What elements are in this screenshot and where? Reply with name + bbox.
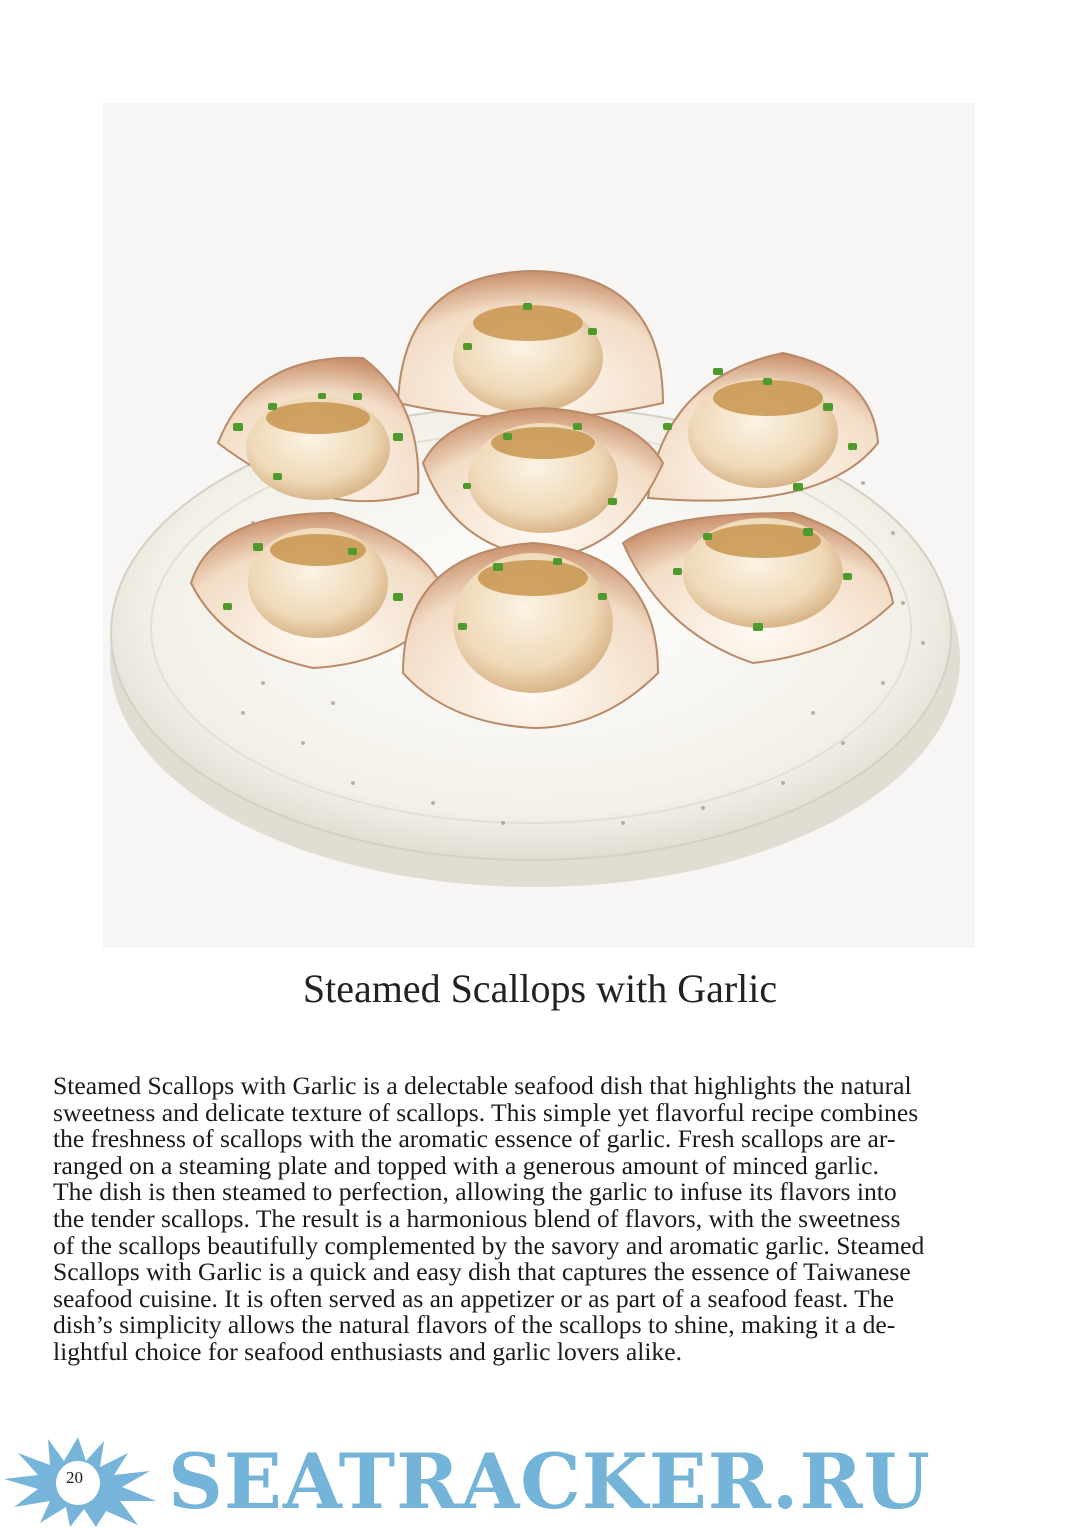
body-line: ranged on a steaming plate and topped with a generous amount of minced garlic. — [53, 1150, 879, 1180]
body-line: seafood cuisine. It is often served as an appetizer or as part of a seafood feast. The — [53, 1283, 894, 1313]
scallop-right-upper — [648, 353, 878, 501]
scallops-plate-illustration — [103, 103, 975, 948]
body-line: the tender scallops. The result is a harmonious blend of flavors, with the sweetness — [53, 1203, 901, 1233]
body-line: the freshness of scallops with the aromatic essence of garlic. Fresh scallops are ar- — [53, 1124, 896, 1154]
body-line: sweetness and delicate texture of scallops. This simple yet flavorful recipe combines — [53, 1097, 919, 1127]
recipe-description — [53, 1073, 1028, 1366]
watermark-text: SEATRACKER.RU — [168, 1437, 931, 1526]
page-title: Steamed Scallops with Garlic — [302, 966, 778, 1011]
body-line: lightful choice for seafood enthusiasts and garlic lovers alike. — [53, 1336, 682, 1366]
body-line: of the scallops beautifully complemented by the savory and aromatic garlic. Steamed — [53, 1230, 925, 1260]
dish-photo — [103, 103, 975, 948]
body-line: Scallops with Garlic is a quick and easy dish that captures the essence of Taiwanese — [53, 1257, 911, 1287]
body-line: dish’s simplicity allows the natural flavors of the scallops to shine, making it a de- — [53, 1310, 896, 1340]
body-line: The dish is then steamed to perfection, allowing the garlic to infuse its flavors into — [53, 1177, 897, 1207]
scallop-top — [398, 271, 663, 418]
body-line: Steamed Scallops with Garlic is a delectable seafood dish that highlights the natural — [53, 1071, 912, 1100]
page-number: 20 — [66, 1468, 83, 1487]
